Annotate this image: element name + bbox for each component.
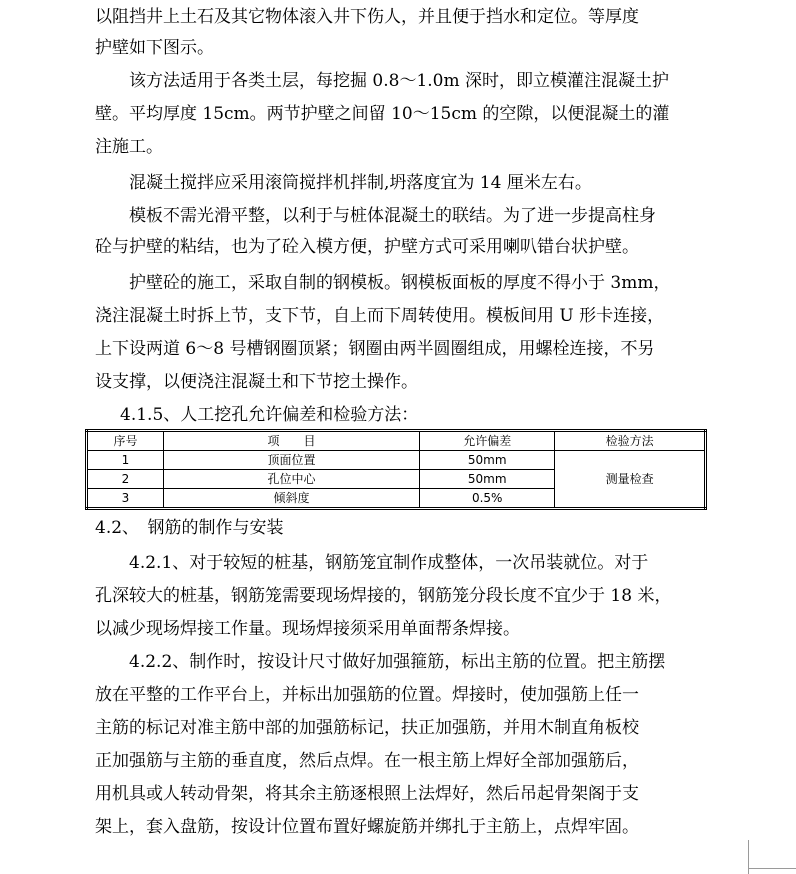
cell-tolerance: 50mm (420, 470, 555, 489)
text-line: 以减少现场焊接工作量。现场焊接须采用单面帮条焊接。 (95, 619, 520, 639)
cell-no: 3 (87, 489, 164, 509)
text-line: 设支撑，以便浇注混凝土和下节挖土操作。 (95, 372, 418, 392)
text-line: 该方法适用于各类土层，每挖掘 0.8～1.0m 深时，即立模灌注混凝土护 (95, 71, 669, 91)
text-line: 放在平整的工作平台上，并标出加强筋的位置。焊接时，使加强筋上任一 (95, 685, 639, 705)
cell-tolerance: 0.5% (420, 489, 555, 509)
text-line: 以阻挡井上土石及其它物体滚入井下伤人，并且便于挡水和定位。等厚度 (95, 7, 639, 27)
text-line: 正加强筋与主筋的垂直度，然后点焊。在一根主筋上焊好全部加强筋后， (95, 751, 639, 771)
header-no: 序号 (87, 431, 164, 451)
cell-item: 倾斜度 (163, 489, 419, 509)
cell-method: 测量检查 (555, 451, 706, 509)
text-line: 混凝土搅拌应采用滚筒搅拌机拌制,坍落度宜为 14 厘米左右。 (95, 173, 592, 193)
text-line: 注施工。 (95, 137, 163, 157)
subheading-tolerance: 4.1.5、人工挖孔允许偏差和检验方法： (120, 405, 419, 425)
tolerance-table (85, 429, 707, 510)
cell-item: 孔位中心 (163, 470, 419, 489)
text-line: 浇注混凝土时拆上节，支下节，自上而下周转使用。模板间用 U 形卡连接， (95, 306, 665, 326)
text-line: 上下设两道 6～8 号槽钢圈顶紧；钢圈由两半圆圈组成，用螺栓连接，不另 (95, 339, 655, 359)
text-line: 用机具或人转动骨架，将其余主筋逐根照上法焊好，然后吊起骨架阁于支 (95, 784, 639, 804)
section-heading-rebar: 4.2、 钢筋的制作与安装 (95, 518, 284, 538)
table-header-row (87, 431, 706, 451)
cell-no: 2 (87, 470, 164, 489)
page-corner-mark-horizontal (748, 868, 796, 869)
header-item: 项 目 (163, 431, 419, 451)
text-line: 4.2.2、制作时，按设计尺寸做好加强箍筋，标出主筋的位置。把主筋摆 (95, 652, 666, 672)
text-line: 壁。平均厚度 15cm。两节护壁之间留 10～15cm 的空隙，以便混凝土的灌 (95, 104, 670, 124)
text-line: 护壁如下图示。 (95, 38, 214, 58)
text-line: 护壁砼的施工，采取自制的钢模板。钢模板面板的厚度不得小于 3mm， (95, 273, 671, 293)
header-tolerance: 允许偏差 (420, 431, 555, 451)
text-line: 架上，套入盘筋，按设计位置布置好螺旋筋并绑扎于主筋上，点焊牢固。 (95, 817, 639, 837)
cell-tolerance: 50mm (420, 451, 555, 470)
text-line: 4.2.1、对于较短的桩基，钢筋笼宜制作成整体，一次吊装就位。对于 (95, 553, 649, 573)
text-line: 砼与护壁的粘结，也为了砼入模方便，护壁方式可采用喇叭错台状护壁。 (95, 237, 639, 257)
table-row (87, 451, 706, 470)
text-line: 模板不需光滑平整，以利于与桩体混凝土的联结。为了进一步提高柱身 (95, 206, 656, 226)
header-method: 检验方法 (555, 431, 706, 451)
cell-no: 1 (87, 451, 164, 470)
text-line: 主筋的标记对准主筋中部的加强筋标记，扶正加强筋，并用木制直角板校 (95, 718, 639, 738)
cell-item: 顶面位置 (163, 451, 419, 470)
text-line: 孔深较大的桩基，钢筋笼需要现场焊接的，钢筋笼分段长度不宜少于 18 米， (95, 586, 672, 606)
page-corner-mark-vertical (748, 840, 749, 874)
